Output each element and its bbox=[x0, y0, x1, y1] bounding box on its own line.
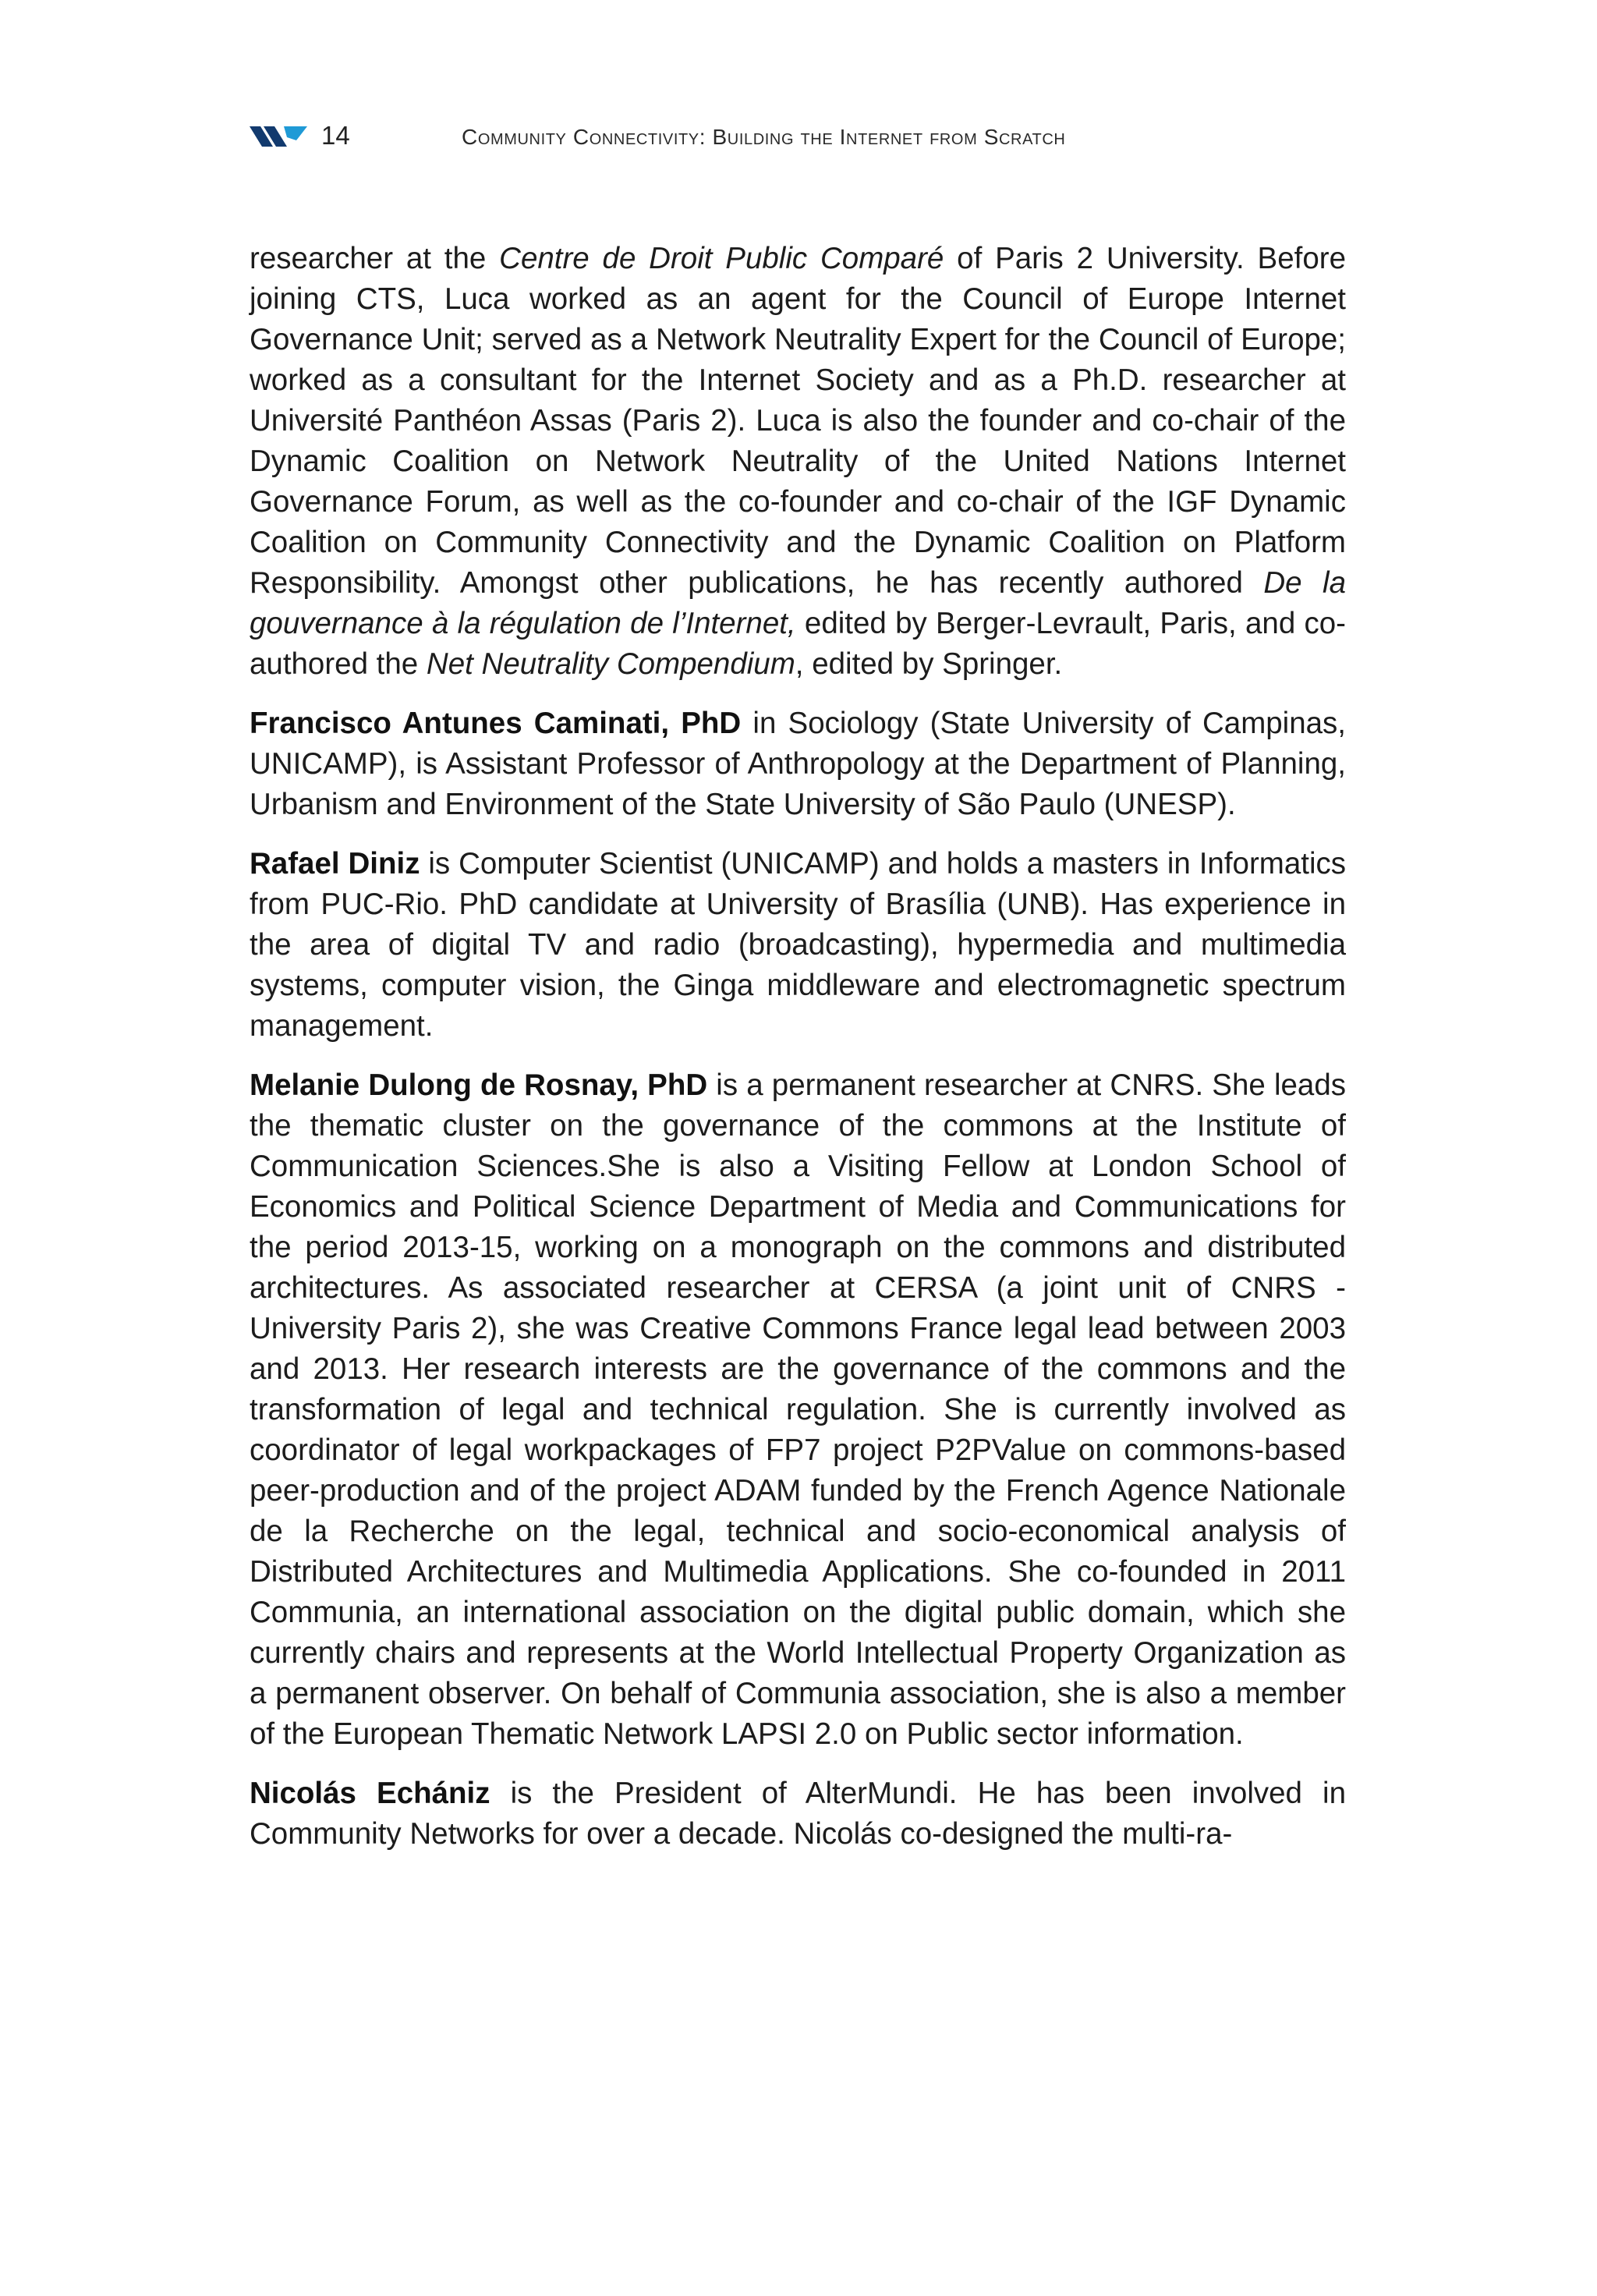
paragraph bbox=[250, 1773, 1346, 1855]
running-title: Community Connectivity: Building the Internet from Scratch bbox=[462, 125, 1066, 149]
paragraph bbox=[250, 844, 1346, 1047]
paragraph-text: of Paris 2 University. Before joining CTS, Luca worked as an agent for the Council of Europe Internet Governance Unit; served as a Network Neutrality Expert for the Council of Europe; worked as a consultant for the Internet Society and as a Ph.D. researcher at Université Panthéon Assas (Paris 2). Luca is also the founder and co-chair of the Dynamic Coalition on Network Neutrality of the United Nations Internet Governance Forum, as well as the co-founder and co-chair of the IGF Dynamic Coalition on Community Connectivity and the Dynamic Coalition on Platform Responsibility. Amongst other publications, he has recently authored bbox=[250, 242, 1346, 600]
paragraph-text: in Sociology (State University of Campinas, UNICAMP), is Assistant Professor of Anthropology at the Department of Planning, Urbanism and Environment of the State University of São Paulo (UNESP). bbox=[250, 707, 1346, 821]
paragraph-text: is the President of AlterMundi. He has been involved in Community Networks for over a decade. Nicolás co-designed the multi-ra- bbox=[250, 1777, 1346, 1851]
bio-name: Nicolás Echániz bbox=[250, 1777, 490, 1810]
paragraph-text: is Computer Scientist (UNICAMP) and holds a masters in Informatics from PUC-Rio. PhD candidate at University of Brasília (UNB). Has experience in the area of digital TV and radio (broadcasting), hypermedia and multimedia systems, computer vision, the Ginga middleware and electromagnetic spectrum management. bbox=[250, 847, 1347, 1043]
bio-name: Rafael Diniz bbox=[250, 847, 420, 880]
paragraph-text: edited by Berger-Levrault, Paris, and co-authored the bbox=[250, 607, 1346, 681]
body-text bbox=[250, 239, 1346, 1873]
publisher-logo-icon bbox=[250, 123, 307, 150]
italic-title: Centre de Droit Public Comparé bbox=[499, 242, 944, 275]
paragraph-text: is a permanent researcher at CNRS. She leads the thematic cluster on the governance of the commons at the Institute of Communication Sciences.She is also a Visiting Fellow at London School of Economics and Political Science Department of Media and Communications for the period 2013-15, working on a monograph on the commons and distributed architectures. As associated researcher at CERSA (a joint unit of CNRS - University Paris 2), she was Creative Commons France legal lead between 2003 and 2013. Her research interests are the governance of the commons and the transformation of legal and technical regulation. She is currently involved as coordinator of legal workpackages of FP7 project P2PValue on commons-based peer-production and of the project ADAM funded by the French Agence Nationale de la Recherche on the legal, technical and socio-economical analysis of Distributed Architectures and Multimedia Applications. She co-founded in 2011 Communia, an international association on the digital public domain, which she currently chairs and represents at the World Intellectual Property Organization as a permanent observer. On behalf of Communia association, she is also a member of the European Thematic Network LAPSI 2.0 on Public sector information. bbox=[250, 1068, 1346, 1751]
italic-title: Net Neutrality Compendium bbox=[426, 647, 795, 681]
page-number: 14 bbox=[321, 121, 350, 150]
bio-name: Francisco Antunes Caminati, PhD bbox=[250, 707, 742, 740]
paragraph-text: , edited by Springer. bbox=[795, 647, 1063, 681]
page-header bbox=[250, 119, 1341, 156]
bio-name: Melanie Dulong de Rosnay, PhD bbox=[250, 1068, 708, 1102]
paragraph-text: researcher at the bbox=[250, 242, 500, 275]
paragraph bbox=[250, 239, 1346, 685]
italic-title: De la gouvernance à la régulation de l’Internet, bbox=[250, 566, 1346, 640]
paragraph bbox=[250, 1065, 1346, 1755]
paragraph bbox=[250, 703, 1346, 825]
